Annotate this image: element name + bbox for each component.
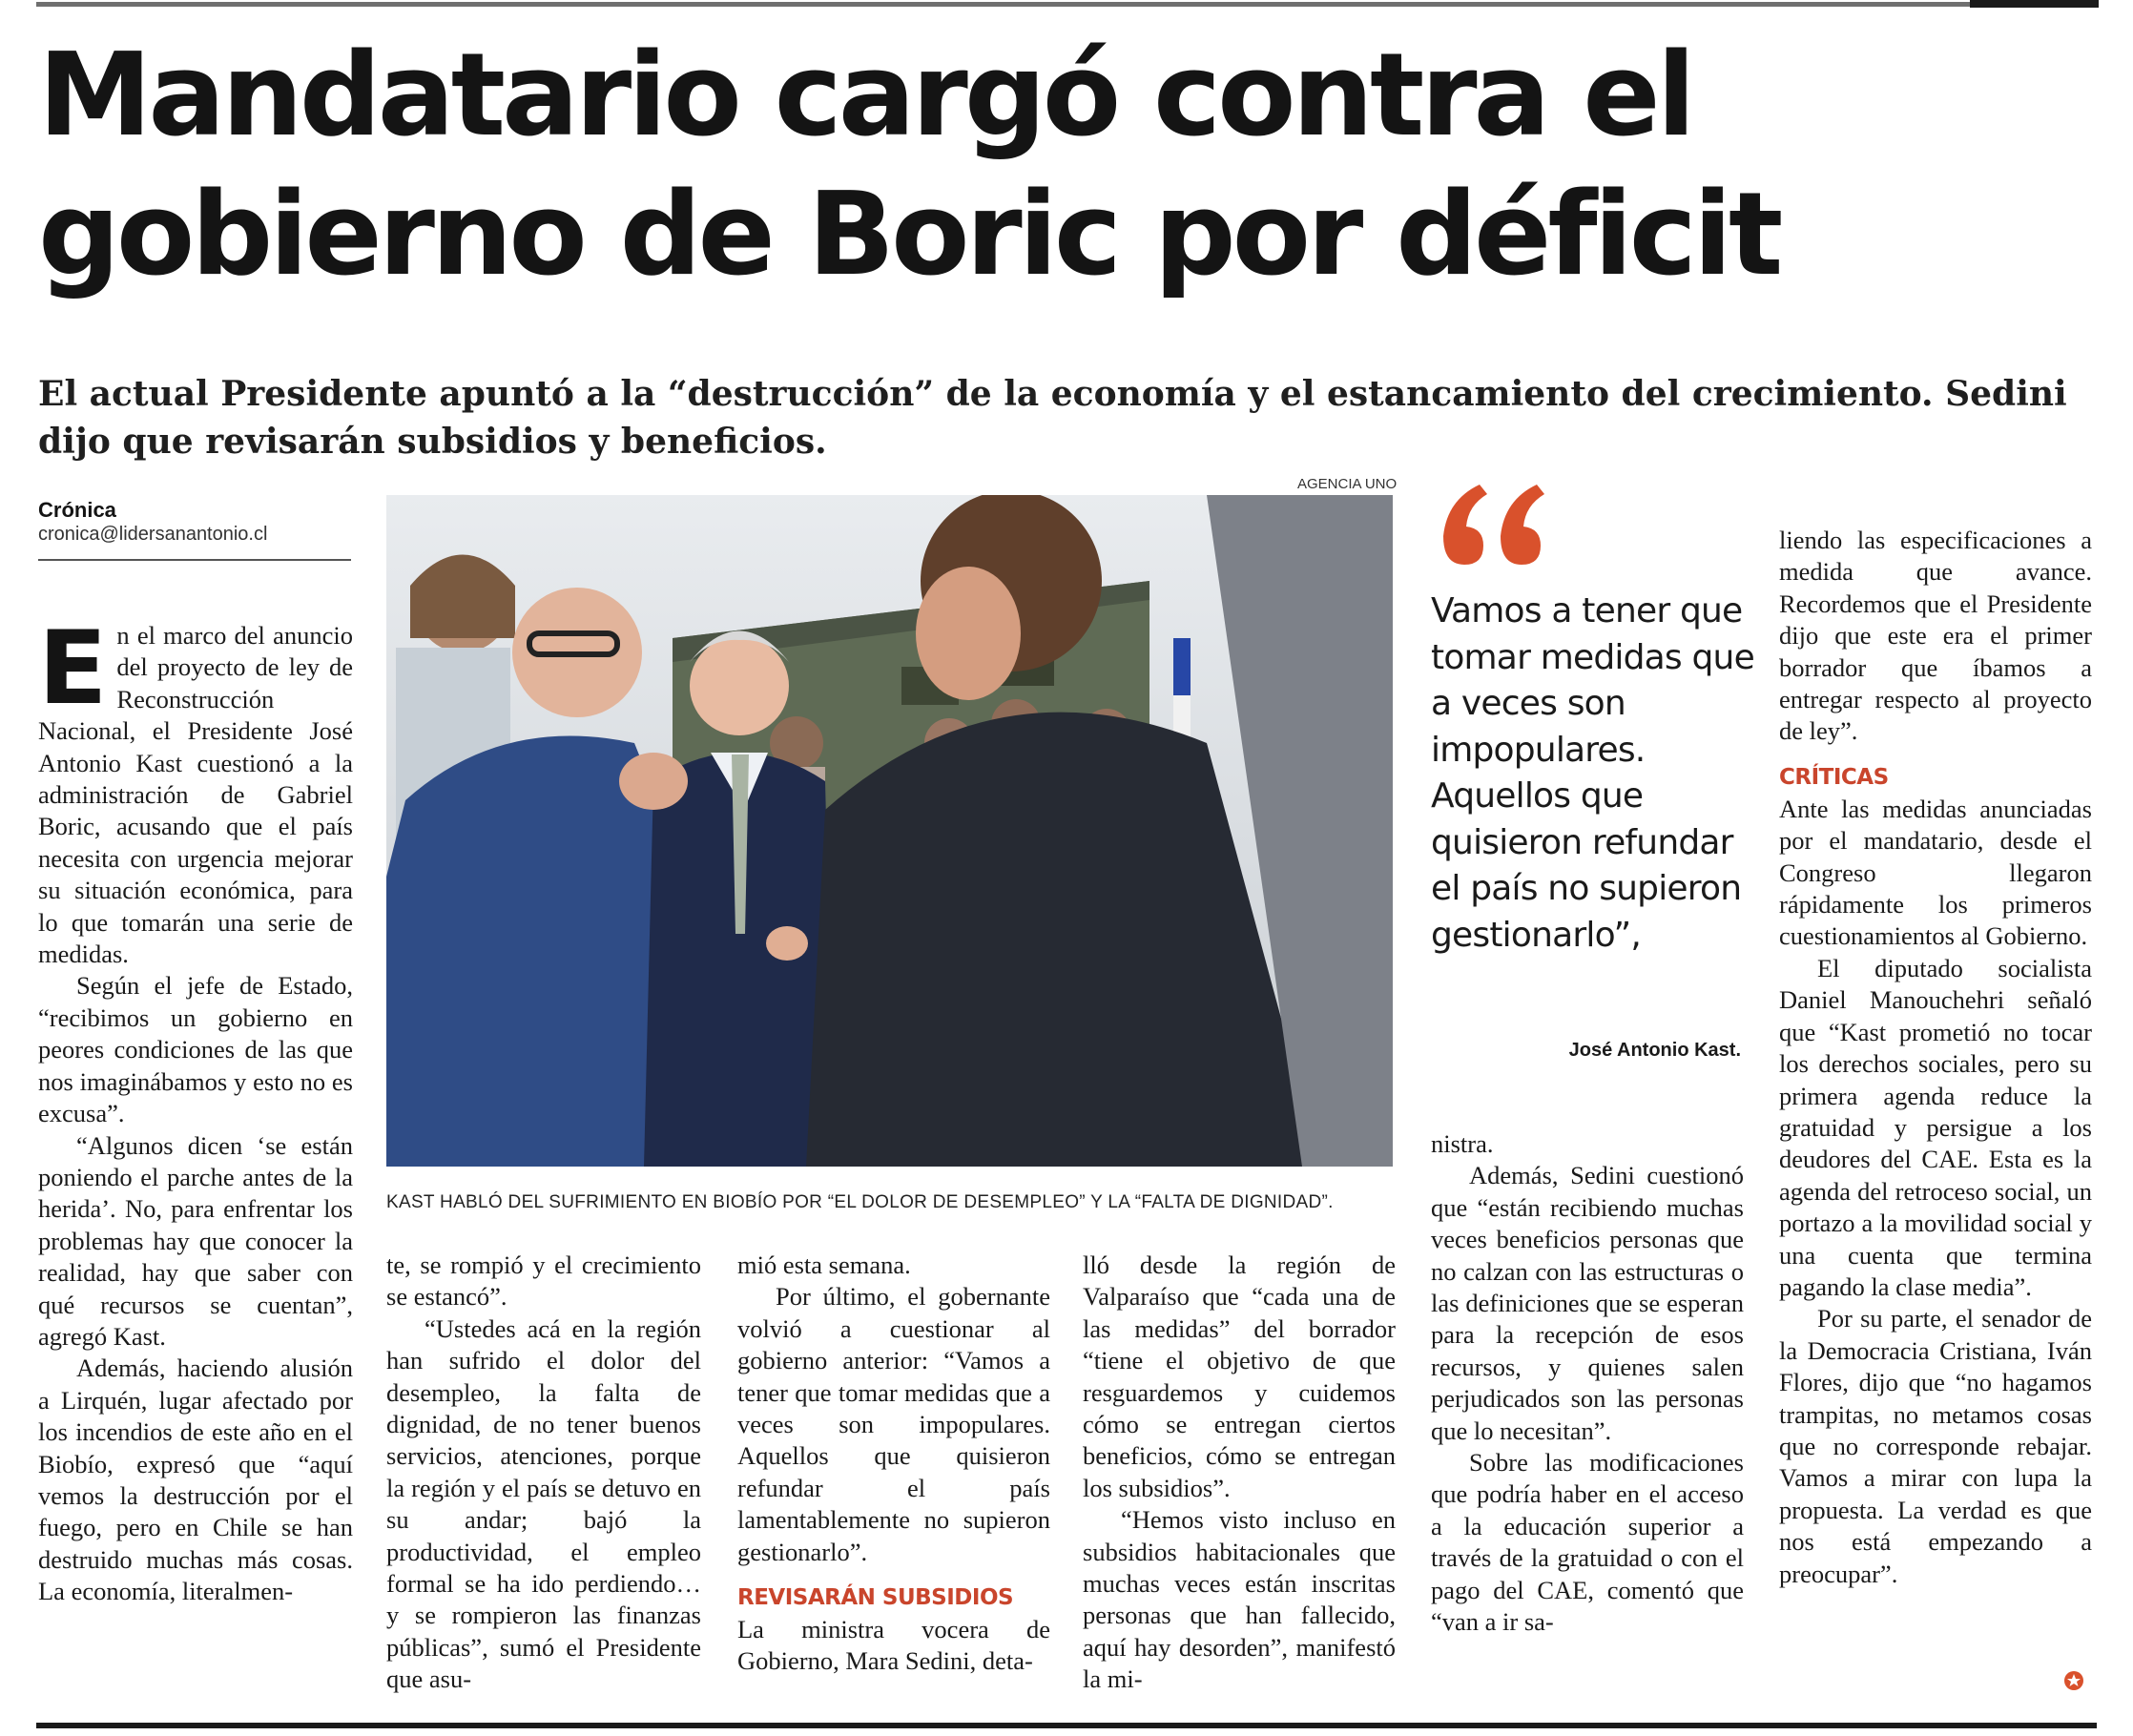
paragraph: n el marco del anuncio del proyecto de ley de Reconstrucción Nacional, el Presidente José Antonio Kast cuestionó a la administración de Gabriel Boric, acusando que el país necesita con urgencia mejorar su situación económica, para lo que tomarán una serie de medidas.	[38, 621, 353, 969]
paragraph: “Algunos dicen ‘se están poniendo el parche antes de la herida’. No, para enfrentar los problemas hay que conocer la realidad, hay que saber con qué recursos se cuentan”, agregó Kast.	[38, 1130, 353, 1351]
top-rule-block	[1970, 0, 2099, 8]
paragraph: “Ustedes acá en la región han sufrido el dolor del desempleo, la falta de dignidad, de no tener buenos servicios, atenciones, porque la región y el país se detuvo en su andar; bajó la productividad, el empleo formal se ha ido perdiendo… y se rompieron las finanzas públicas”, sumó el Presidente que asu-	[386, 1313, 701, 1694]
article-photo	[386, 495, 1393, 1167]
top-rule	[36, 2, 2097, 7]
article-column-3	[737, 1250, 1050, 1678]
byline-section: Crónica	[38, 498, 116, 522]
photo-illustration	[386, 495, 1393, 1167]
headline: Mandatario cargó contra el gobierno de Boric por déficit	[38, 30, 1780, 301]
paragraph: Además, haciendo alusión a Lirquén, lugar afectado por los incendios de este año en el Biobío, expresó que “aquí vemos la destrucción por el fuego, pero en Chile se han destruido muchas más cosas. La economía, literalmen-	[38, 1354, 353, 1606]
paragraph: “Hemos visto incluso en subsidios habitacionales que muchas veces están inscritas personas que han fallecido, aquí hay desorden”, manifestó la mi-	[1083, 1505, 1396, 1694]
pull-quote-text: Vamos a tener que tomar medidas que a veces son impopulares. Aquellos que quisieron refundar el país no supieron gestionarlo”,	[1431, 591, 1754, 955]
pull-quote-author: José Antonio Kast.	[1568, 1040, 1741, 1061]
paragraph: Por último, el gobernante volvió a cuestionar al gobierno anterior: “Vamos a tener que tomar medidas que a veces son impopulares. Aquellos que quisieron refundar el país lamentablemente no supieron gestionarlo”.	[737, 1282, 1050, 1566]
quote-mark-icon	[1434, 477, 1548, 577]
photo-credit: AGENCIA UNO	[1297, 476, 1398, 492]
byline-divider	[38, 559, 351, 561]
paragraph: Ante las medidas anunciadas por el mandatario, desde el Congreso llegaron rápidamente los primeros cuestionamientos al Gobierno.	[1779, 794, 2092, 951]
paragraph: Además, Sedini cuestionó que “están recibiendo muchas veces beneficios personas que no calzan con las estructuras o las definiciones que se esperan para la recepción de esos recursos, y quienes salen perjudicados son las personas que lo necesitan”.	[1431, 1161, 1744, 1445]
end-of-article-icon	[2063, 1670, 2084, 1691]
article-column-6	[1779, 525, 2092, 1590]
paragraph: La ministra vocera de Gobierno, Mara Sedini, deta-	[737, 1615, 1050, 1676]
article-column-5	[1431, 1128, 1744, 1639]
byline-email[interactable]: cronica@lidersanantonio.cl	[38, 524, 268, 545]
paragraph: Por su parte, el senador de la Democracia Cristiana, Iván Flores, dijo que “no hagamos trampitas, no metamos cosas que no corresponde rebajar. Vamos a mirar con lupa la propuesta. La verdad es que nos está empezando a preocupar”.	[1779, 1304, 2092, 1588]
article-column-2	[386, 1250, 701, 1696]
drop-cap: E	[38, 610, 108, 727]
section-heading-criticas: CRÍTICAS	[1779, 764, 1889, 790]
section-heading-subsidios: REVISARÁN SUBSIDIOS	[737, 1585, 1014, 1611]
article-column-1	[38, 610, 353, 1608]
bottom-rule	[36, 1723, 2097, 1728]
paragraph: mió esta semana.	[737, 1250, 911, 1279]
paragraph: Sobre las modificaciones que podría haber en el acceso a la educación superior a través de la gratuidad o con el pago del CAE, comentó que “van a ir sa-	[1431, 1448, 1744, 1637]
photo-caption: KAST HABLÓ DEL SUFRIMIENTO EN BIOBÍO POR “EL DOLOR DE DESEMPLEO” Y LA “FALTA DE DIGNIDAD”.	[386, 1192, 1334, 1212]
paragraph: te, se rompió y el crecimiento se estancó”.	[386, 1250, 701, 1312]
paragraph: Según el jefe de Estado, “recibimos un gobierno en peores condiciones de las que nos imaginábamos y esto no es excusa”.	[38, 971, 353, 1128]
article-column-4	[1083, 1250, 1396, 1696]
paragraph: liendo las especificaciones a medida que avance. Recordemos que el Presidente dijo que este era el primer borrador que íbamos a entregar respecto al proyecto de ley”.	[1779, 526, 2092, 746]
paragraph: nistra.	[1431, 1129, 1494, 1158]
paragraph: lló desde la región de Valparaíso que “cada una de las medidas” del borrador “tiene el objetivo de que resguardemos y cuidemos cómo se entregan ciertos beneficios, cómo se entregan los subsidios”.	[1083, 1250, 1396, 1502]
subheadline: El actual Presidente apuntó a la “destrucción” de la economía y el estancamiento del crecimiento. Sedini dijo que revisarán subsidios y beneficios.	[38, 374, 2067, 462]
paragraph: El diputado socialista Daniel Manouchehri señaló que “Kast prometió no tocar los derechos sociales, pero su primera agenda reduce la gratuidad y persigue a los deudores del CAE. Esta es la agenda del retroceso social, un portazo a la movilidad social y una cuenta que termina pagando la clase media”.	[1779, 953, 2092, 1301]
